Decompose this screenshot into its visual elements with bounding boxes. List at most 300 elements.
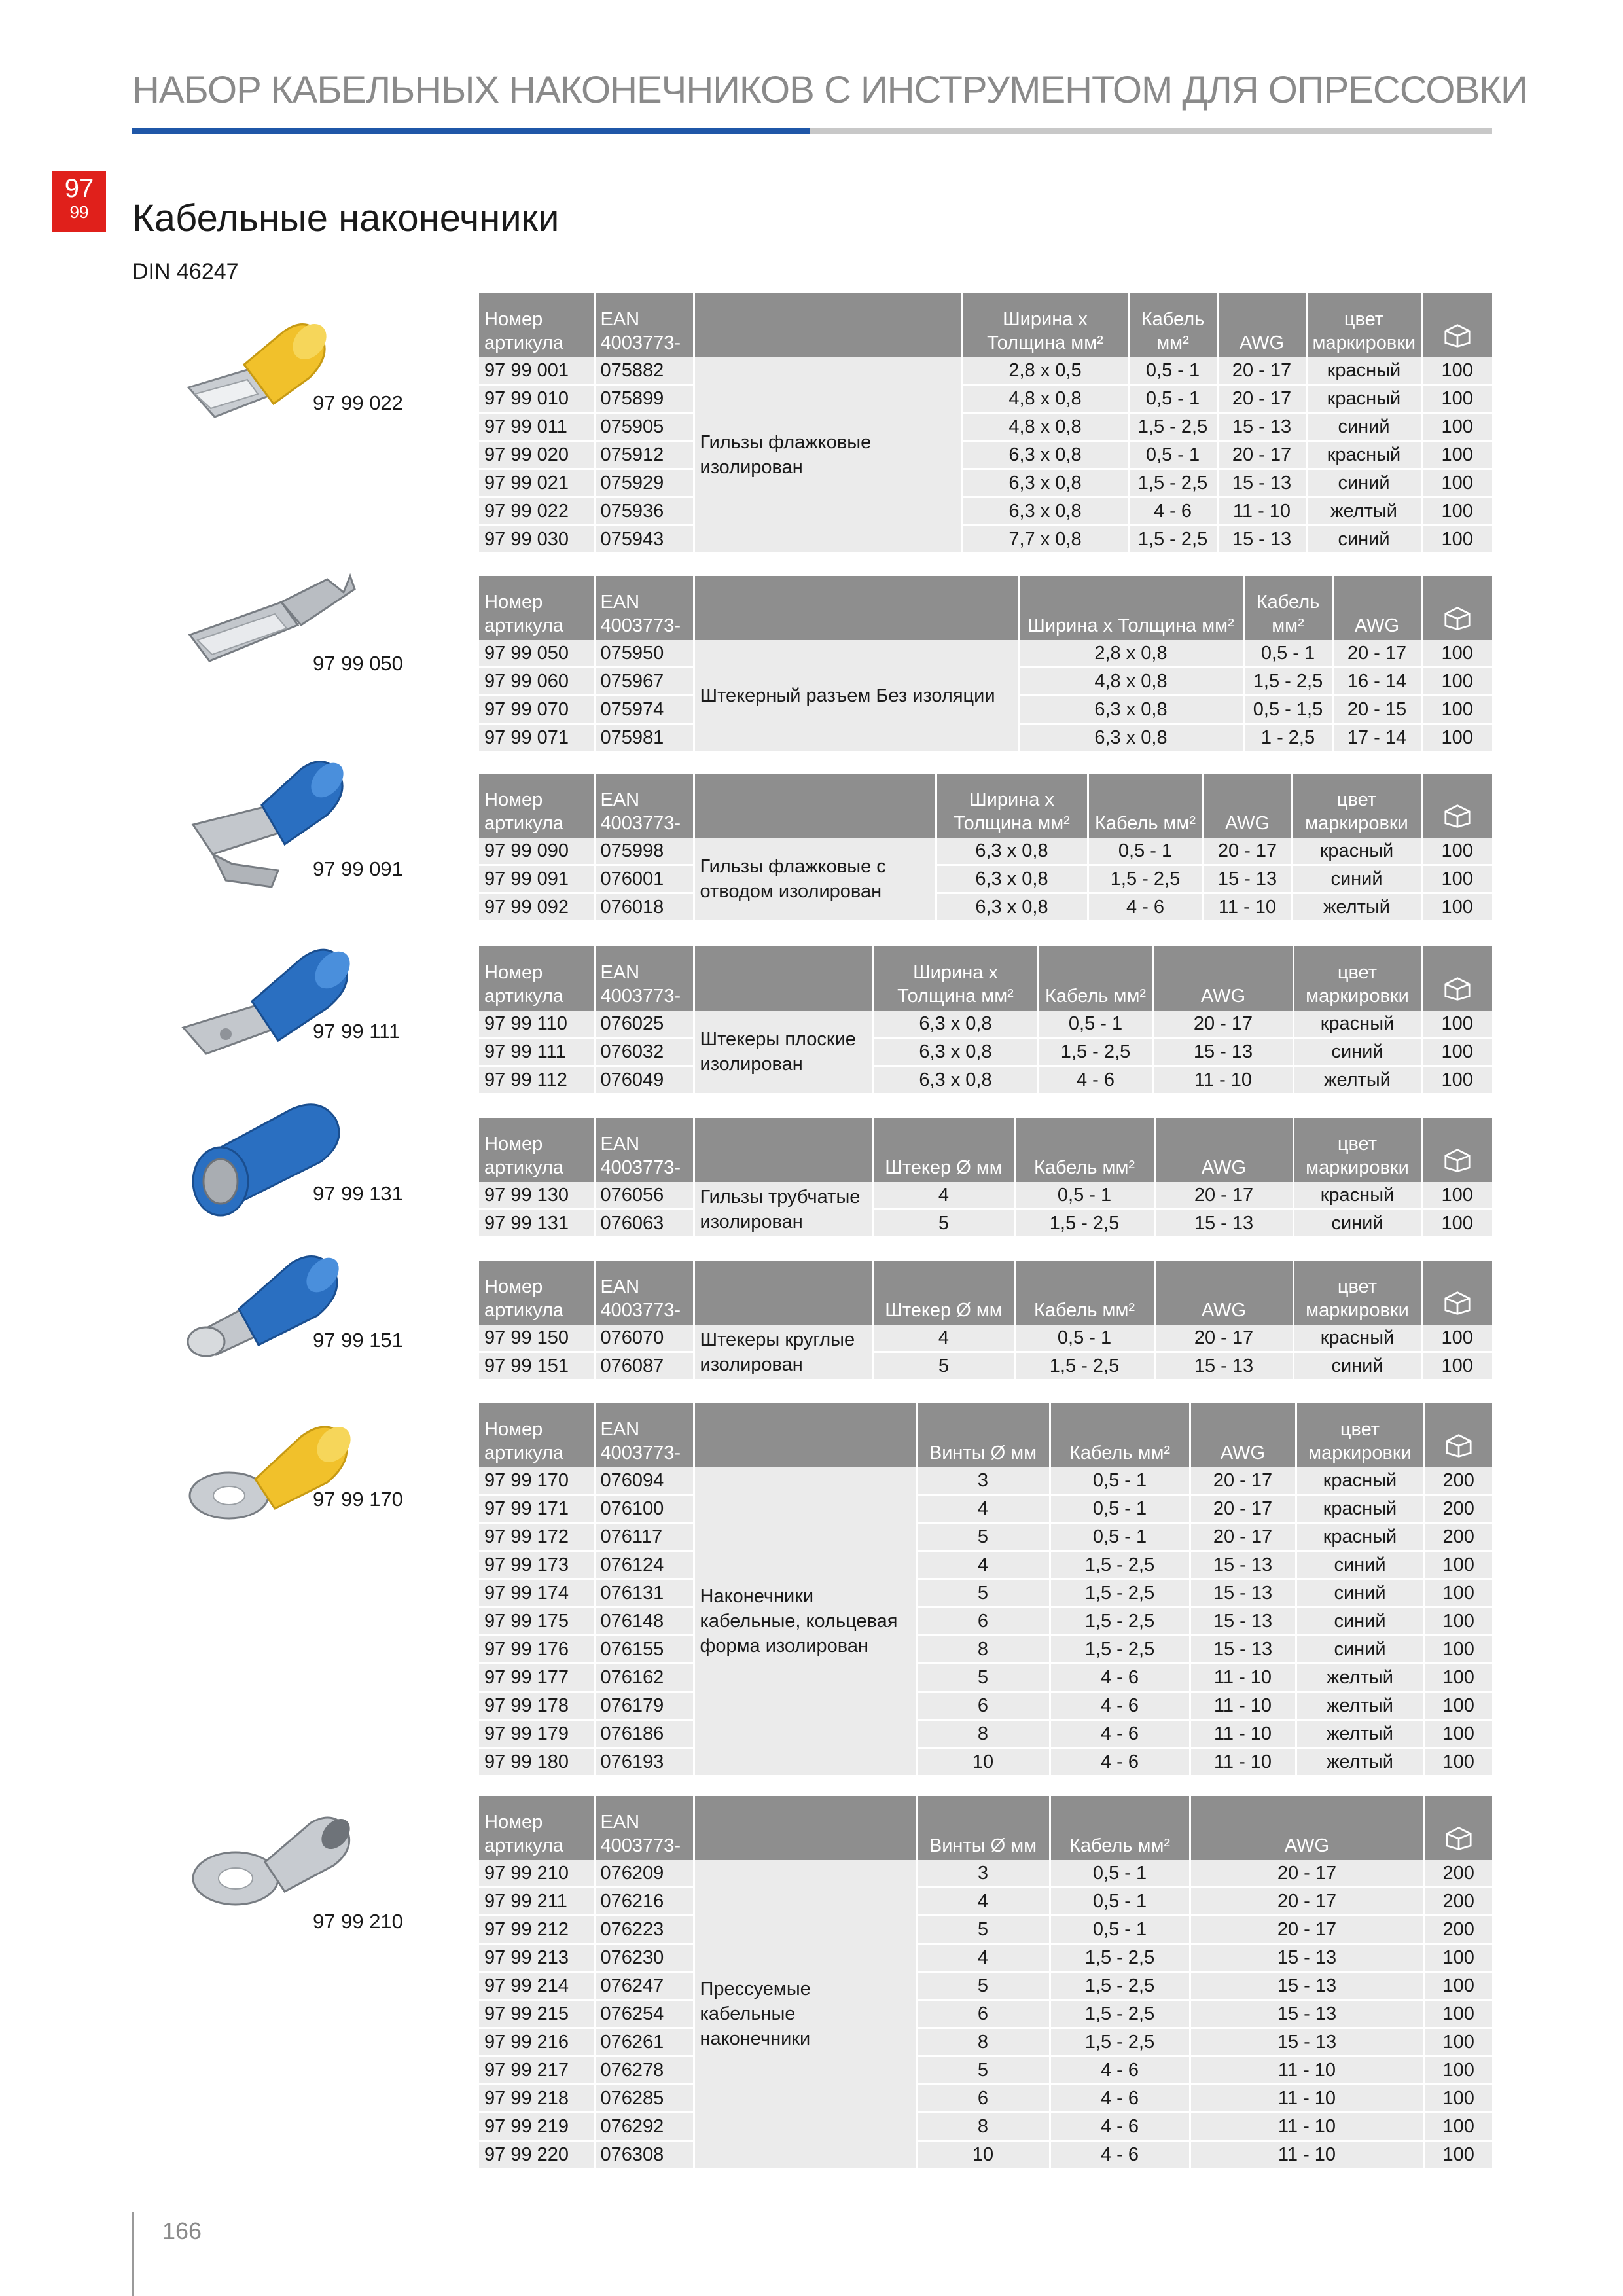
table-cell: 200 [1424, 1523, 1492, 1551]
table-cell: 100 [1424, 2113, 1492, 2141]
table-cell: 100 [1421, 1066, 1492, 1094]
article-number-cell: 97 99 070 [479, 696, 594, 724]
table-cell: 6,3 x 0,8 [873, 1066, 1038, 1094]
table-cell: 20 - 17 [1332, 640, 1421, 668]
table-cell: 6,3 x 0,8 [962, 497, 1128, 526]
header-ean: EAN 4003773- [594, 576, 694, 640]
table-row [479, 865, 1492, 893]
table-cell: синий [1292, 865, 1421, 893]
table-cell: 11 - 10 [1190, 1664, 1296, 1692]
header-awg: AWG [1332, 576, 1421, 640]
table-cell: 4 [916, 1888, 1050, 1916]
ean-cell: 075981 [594, 724, 694, 752]
ean-cell: 076162 [594, 1664, 694, 1692]
article-number-cell: 97 99 214 [479, 1972, 594, 2000]
table-cell: 100 [1421, 668, 1492, 696]
table-cell: 0,5 - 1 [1243, 640, 1332, 668]
ean-cell: 076124 [594, 1551, 694, 1579]
header-article-number: Номер артикула [479, 1118, 594, 1182]
table-cell: 100 [1424, 1636, 1492, 1664]
ean-cell: 075929 [594, 469, 694, 497]
table-cell: 16 - 14 [1332, 668, 1421, 696]
product-label: 97 99 111 [313, 1020, 401, 1043]
table-cell: 0,5 - 1 [1014, 1325, 1154, 1352]
article-number-cell: 97 99 050 [479, 640, 594, 668]
table-cell: 5 [873, 1352, 1014, 1380]
header-article-number: Номер артикула [479, 1796, 594, 1860]
table-row [479, 1551, 1492, 1579]
header-ean: EAN 4003773- [594, 774, 694, 838]
ean-cell: 076193 [594, 1748, 694, 1776]
product-description: Гильзы флажковые изолирован [694, 357, 962, 554]
table-cell: красный [1293, 1325, 1421, 1352]
table-cell: красный [1293, 1011, 1421, 1038]
article-number-cell: 97 99 090 [479, 838, 594, 865]
table-cell: синий [1296, 1579, 1424, 1607]
table-cell: синий [1293, 1352, 1421, 1380]
table-cell: 5 [916, 1916, 1050, 1944]
table-row [479, 1916, 1492, 1944]
article-number-cell: 97 99 212 [479, 1916, 594, 1944]
table-cell: 5 [916, 1579, 1050, 1607]
table-row [479, 413, 1492, 441]
spec-table-bare-receptacles [479, 576, 1492, 753]
table-cell: 20 - 17 [1190, 1467, 1296, 1495]
table-cell: 15 - 13 [1190, 1972, 1424, 2000]
table-cell: 100 [1421, 865, 1492, 893]
article-number-cell: 97 99 010 [479, 385, 594, 413]
ean-cell: 076285 [594, 2085, 694, 2113]
product-label: 97 99 210 [313, 1910, 403, 1933]
package-icon [1442, 1147, 1473, 1174]
header-package-icon [1424, 1796, 1492, 1860]
ean-cell: 076131 [594, 1579, 694, 1607]
table-row [479, 2113, 1492, 2141]
header-size: Ширина x Толщина мм² [873, 946, 1038, 1011]
table-row [479, 1352, 1492, 1380]
header-color: цвет маркировки [1293, 1261, 1421, 1325]
table-cell: 100 [1421, 1182, 1492, 1210]
table-cell: 2,8 x 0,5 [962, 357, 1128, 385]
table-cell: желтый [1293, 1066, 1421, 1094]
article-number-cell: 97 99 213 [479, 1944, 594, 1972]
table-cell: 4 - 6 [1128, 497, 1217, 526]
table-cell: 100 [1421, 497, 1492, 526]
table-cell: 11 - 10 [1190, 1748, 1296, 1776]
table-row [479, 1182, 1492, 1210]
header-description [694, 576, 1018, 640]
table-row [479, 893, 1492, 922]
article-number-cell: 97 99 218 [479, 2085, 594, 2113]
spec-table-offset-receptacles [479, 774, 1492, 922]
table-cell: 100 [1421, 696, 1492, 724]
table-cell: синий [1306, 526, 1421, 554]
table-row [479, 1748, 1492, 1776]
table-row [479, 2028, 1492, 2056]
header-cable: Кабель мм² [1243, 576, 1332, 640]
table-cell: 1,5 - 2,5 [1088, 865, 1203, 893]
table-cell: 100 [1424, 1692, 1492, 1720]
table-cell: 0,5 - 1 [1128, 385, 1217, 413]
header-description [694, 1261, 873, 1325]
table-cell: 0,5 - 1 [1038, 1011, 1153, 1038]
table-cell: 4 [916, 1551, 1050, 1579]
table-cell: 8 [916, 2113, 1050, 2141]
header-package-icon [1421, 1118, 1492, 1182]
table-row [479, 2085, 1492, 2113]
table-cell: 4,8 x 0,8 [962, 413, 1128, 441]
header-package-icon [1421, 1261, 1492, 1325]
ean-cell: 076018 [594, 893, 694, 922]
article-number-cell: 97 99 071 [479, 724, 594, 752]
table-cell: 6,3 x 0,8 [873, 1011, 1038, 1038]
table-row [479, 1664, 1492, 1692]
table-cell: 1,5 - 2,5 [1050, 1636, 1190, 1664]
table-cell: 15 - 13 [1190, 1636, 1296, 1664]
table-cell: синий [1306, 413, 1421, 441]
header-description [694, 774, 936, 838]
table-cell: 4 - 6 [1050, 2085, 1190, 2113]
header-awg: AWG [1203, 774, 1292, 838]
table-cell: красный [1306, 385, 1421, 413]
article-number-cell: 97 99 176 [479, 1636, 594, 1664]
table-cell: 100 [1421, 1352, 1492, 1380]
article-number-cell: 97 99 180 [479, 1748, 594, 1776]
table-cell: 100 [1424, 1664, 1492, 1692]
table-row [479, 1579, 1492, 1607]
table-row [479, 526, 1492, 554]
table-cell: 3 [916, 1467, 1050, 1495]
article-number-cell: 97 99 220 [479, 2141, 594, 2169]
header-rule-blue [132, 128, 810, 134]
article-number-cell: 97 99 215 [479, 2000, 594, 2028]
table-cell: 5 [916, 1972, 1050, 2000]
table-cell: 11 - 10 [1190, 2085, 1424, 2113]
article-number-cell: 97 99 020 [479, 441, 594, 469]
table-cell: 0,5 - 1 [1128, 441, 1217, 469]
table-cell: 0,5 - 1 [1050, 1916, 1190, 1944]
header-color: цвет маркировки [1292, 774, 1421, 838]
article-number-cell: 97 99 112 [479, 1066, 594, 1094]
table-cell: 11 - 10 [1153, 1066, 1293, 1094]
table-cell: 6,3 x 0,8 [1018, 696, 1243, 724]
table-row [479, 1972, 1492, 2000]
table-cell: 100 [1424, 1551, 1492, 1579]
product-label: 97 99 151 [313, 1329, 403, 1352]
article-number-cell: 97 99 030 [479, 526, 594, 554]
table-cell: 20 - 17 [1154, 1325, 1293, 1352]
article-number-cell: 97 99 131 [479, 1210, 594, 1238]
package-icon [1442, 605, 1473, 632]
table-cell: 200 [1424, 1860, 1492, 1888]
table-row [479, 1325, 1492, 1352]
table-cell: 5 [873, 1210, 1014, 1238]
table-cell: 100 [1421, 1038, 1492, 1066]
header-color: цвет маркировки [1293, 946, 1421, 1011]
ean-cell: 076223 [594, 1916, 694, 1944]
table-cell: 100 [1424, 1972, 1492, 2000]
table-cell: 3 [916, 1860, 1050, 1888]
header-description [694, 946, 873, 1011]
table-cell: красный [1306, 357, 1421, 385]
table-row [479, 1860, 1492, 1888]
header-article-number: Номер артикула [479, 946, 594, 1011]
article-number-cell: 97 99 060 [479, 668, 594, 696]
table-cell: красный [1296, 1467, 1424, 1495]
article-number-cell: 97 99 111 [479, 1038, 594, 1066]
table-cell: 100 [1424, 2056, 1492, 2085]
table-cell: 100 [1421, 1210, 1492, 1238]
table-row [479, 1210, 1492, 1238]
chapter-badge-top: 97 [64, 174, 94, 203]
product-description: Штекеры круглые изолирован [694, 1325, 873, 1380]
table-cell: 5 [916, 1523, 1050, 1551]
table-row [479, 1066, 1492, 1094]
table-cell: 20 - 17 [1217, 441, 1306, 469]
ean-cell: 075912 [594, 441, 694, 469]
article-number-cell: 97 99 150 [479, 1325, 594, 1352]
product-image-ring-terminal-bare [187, 1793, 363, 1924]
ean-cell: 075905 [594, 413, 694, 441]
table-row [479, 385, 1492, 413]
table-cell: 4 [873, 1325, 1014, 1352]
table-cell: 15 - 13 [1190, 1579, 1296, 1607]
table-cell: 11 - 10 [1217, 497, 1306, 526]
article-number-cell: 97 99 170 [479, 1467, 594, 1495]
header-package-icon [1421, 293, 1492, 357]
header-awg: AWG [1154, 1118, 1293, 1182]
package-icon [1442, 803, 1473, 829]
header-article-number: Номер артикула [479, 293, 594, 357]
table-row [479, 1607, 1492, 1636]
table-cell: 4 [916, 1944, 1050, 1972]
header-package-icon [1421, 576, 1492, 640]
table-cell: красный [1292, 838, 1421, 865]
header-color: цвет маркировки [1293, 1118, 1421, 1182]
table-cell: 1,5 - 2,5 [1128, 413, 1217, 441]
header-awg: AWG [1154, 1261, 1293, 1325]
table-cell: 6,3 x 0,8 [1018, 724, 1243, 752]
table-cell: 6,3 x 0,8 [936, 838, 1088, 865]
table-cell: 1,5 - 2,5 [1014, 1352, 1154, 1380]
ean-cell: 076049 [594, 1066, 694, 1094]
table-cell: 4 - 6 [1050, 2056, 1190, 2085]
table-row [479, 1495, 1492, 1523]
table-cell: 1,5 - 2,5 [1050, 1551, 1190, 1579]
header-article-number: Номер артикула [479, 576, 594, 640]
table-cell: 4,8 x 0,8 [962, 385, 1128, 413]
table-cell: 1,5 - 2,5 [1128, 526, 1217, 554]
table-cell: 20 - 17 [1190, 1916, 1424, 1944]
table-cell: 10 [916, 1748, 1050, 1776]
table-cell: 4 - 6 [1050, 1664, 1190, 1692]
header-article-number: Номер артикула [479, 1261, 594, 1325]
ean-cell: 076148 [594, 1607, 694, 1636]
table-cell: 11 - 10 [1190, 2141, 1424, 2169]
table-cell: 100 [1421, 357, 1492, 385]
table-cell: желтый [1296, 1664, 1424, 1692]
header-size: Ширина x Толщина мм² [962, 293, 1128, 357]
article-number-cell: 97 99 171 [479, 1495, 594, 1523]
table-cell: 6 [916, 1692, 1050, 1720]
table-cell: 4 - 6 [1050, 2141, 1190, 2169]
table-cell: 8 [916, 2028, 1050, 2056]
table-cell: 100 [1421, 838, 1492, 865]
product-description: Штекеры плоские изолирован [694, 1011, 873, 1094]
table-cell: 0,5 - 1 [1014, 1182, 1154, 1210]
ean-cell: 076001 [594, 865, 694, 893]
table-row [479, 1636, 1492, 1664]
table-cell: 5 [916, 2056, 1050, 2085]
table-cell: 1,5 - 2,5 [1050, 2028, 1190, 2056]
table-cell: 11 - 10 [1190, 1692, 1296, 1720]
page-header-title: НАБОР КАБЕЛЬНЫХ НАКОНЕЧНИКОВ С ИНСТРУМЕНТОМ ДЛЯ ОПРЕССОВКИ [132, 69, 1527, 111]
table-cell: 20 - 17 [1203, 838, 1292, 865]
header-color: цвет маркировки [1296, 1403, 1424, 1467]
spec-table-tubular-receptacles [479, 1118, 1492, 1238]
table-cell: 100 [1421, 413, 1492, 441]
header-awg: AWG [1190, 1796, 1424, 1860]
table-cell: 100 [1424, 1944, 1492, 1972]
ean-cell: 075882 [594, 357, 694, 385]
table-cell: 15 - 13 [1190, 1944, 1424, 1972]
table-row [479, 1720, 1492, 1748]
ean-cell: 076056 [594, 1182, 694, 1210]
article-number-cell: 97 99 011 [479, 413, 594, 441]
article-number-cell: 97 99 151 [479, 1352, 594, 1380]
header-cable: Кабель мм² [1050, 1796, 1190, 1860]
ean-cell: 075967 [594, 668, 694, 696]
table-cell: 20 - 17 [1190, 1888, 1424, 1916]
ean-cell: 076308 [594, 2141, 694, 2169]
table-cell: 100 [1424, 2028, 1492, 2056]
table-cell: 8 [916, 1636, 1050, 1664]
table-row [479, 838, 1492, 865]
article-number-cell: 97 99 219 [479, 2113, 594, 2141]
table-cell: 0,5 - 1,5 [1243, 696, 1332, 724]
article-number-cell: 97 99 021 [479, 469, 594, 497]
header-ean: EAN 4003773- [594, 1403, 694, 1467]
chapter-badge [52, 171, 106, 232]
table-cell: 6 [916, 1607, 1050, 1636]
article-number-cell: 97 99 092 [479, 893, 594, 922]
header-cable: Кабель мм² [1014, 1118, 1154, 1182]
ean-cell: 076254 [594, 2000, 694, 2028]
table-cell: 100 [1424, 1607, 1492, 1636]
table-cell: синий [1296, 1607, 1424, 1636]
header-rule-grey [810, 128, 1492, 134]
table-cell: 20 - 17 [1217, 357, 1306, 385]
ean-cell: 076261 [594, 2028, 694, 2056]
ean-cell: 076094 [594, 1467, 694, 1495]
table-cell: 20 - 17 [1154, 1182, 1293, 1210]
table-row [479, 1523, 1492, 1551]
table-row [479, 1038, 1492, 1066]
ean-cell: 075943 [594, 526, 694, 554]
ean-cell: 076063 [594, 1210, 694, 1238]
table-cell: 6 [916, 2085, 1050, 2113]
table-cell: 100 [1421, 441, 1492, 469]
article-number-cell: 97 99 175 [479, 1607, 594, 1636]
table-cell: 200 [1424, 1916, 1492, 1944]
article-number-cell: 97 99 217 [479, 2056, 594, 2085]
table-cell: 5 [916, 1664, 1050, 1692]
product-label: 97 99 091 [313, 857, 403, 880]
table-row [479, 469, 1492, 497]
section-title: Кабельные наконечники [132, 197, 560, 240]
table-cell: желтый [1296, 1692, 1424, 1720]
product-description: Гильзы трубчатые изолирован [694, 1182, 873, 1238]
ean-cell: 076117 [594, 1523, 694, 1551]
header-description [694, 293, 962, 357]
table-cell: желтый [1296, 1720, 1424, 1748]
table-cell: 1,5 - 2,5 [1050, 1607, 1190, 1636]
table-cell: 8 [916, 1720, 1050, 1748]
table-cell: 200 [1424, 1888, 1492, 1916]
table-cell: 20 - 17 [1217, 385, 1306, 413]
chapter-badge-bottom: 99 [69, 202, 89, 222]
header-cable: Кабель мм² [1050, 1403, 1190, 1467]
table-cell: 15 - 13 [1190, 1551, 1296, 1579]
product-description: Штекерный разъем Без изоляции [694, 640, 1018, 752]
ean-cell: 076292 [594, 2113, 694, 2141]
table-row [479, 2141, 1492, 2169]
ean-cell: 076032 [594, 1038, 694, 1066]
table-cell: 15 - 13 [1203, 865, 1292, 893]
header-cable: Кабель мм² [1128, 293, 1217, 357]
ean-cell: 076216 [594, 1888, 694, 1916]
article-number-cell: 97 99 210 [479, 1860, 594, 1888]
table-cell: 0,5 - 1 [1050, 1860, 1190, 1888]
table-cell: 4 - 6 [1050, 1692, 1190, 1720]
table-cell: синий [1296, 1636, 1424, 1664]
header-awg: AWG [1217, 293, 1306, 357]
article-number-cell: 97 99 172 [479, 1523, 594, 1551]
table-cell: 0,5 - 1 [1050, 1495, 1190, 1523]
table-cell: 11 - 10 [1203, 893, 1292, 922]
product-label: 97 99 050 [313, 652, 403, 675]
standard-label: DIN 46247 [132, 259, 239, 284]
header-package-icon [1421, 946, 1492, 1011]
header-size: Ширина x Толщина мм² [1018, 576, 1243, 640]
article-number-cell: 97 99 179 [479, 1720, 594, 1748]
table-cell: 15 - 13 [1153, 1038, 1293, 1066]
header-ean: EAN 4003773- [594, 1261, 694, 1325]
table-cell: 100 [1424, 2000, 1492, 2028]
table-row [479, 1467, 1492, 1495]
table-cell: желтый [1296, 1748, 1424, 1776]
table-cell: синий [1306, 469, 1421, 497]
header-package-icon [1424, 1403, 1492, 1467]
table-cell: 1,5 - 2,5 [1128, 469, 1217, 497]
table-cell: 20 - 17 [1153, 1011, 1293, 1038]
table-cell: 6,3 x 0,8 [936, 893, 1088, 922]
header-article-number: Номер артикула [479, 774, 594, 838]
table-cell: 0,5 - 1 [1128, 357, 1217, 385]
header-cable: Кабель мм² [1088, 774, 1203, 838]
table-cell: 0,5 - 1 [1050, 1467, 1190, 1495]
table-cell: 6,3 x 0,8 [962, 469, 1128, 497]
ean-cell: 076230 [594, 1944, 694, 1972]
ean-cell: 076278 [594, 2056, 694, 2085]
table-cell: 4 - 6 [1050, 2113, 1190, 2141]
table-cell: 100 [1421, 640, 1492, 668]
table-cell: 1,5 - 2,5 [1050, 1579, 1190, 1607]
article-number-cell: 97 99 130 [479, 1182, 594, 1210]
table-cell: красный [1296, 1523, 1424, 1551]
table-cell: 4,8 x 0,8 [1018, 668, 1243, 696]
table-cell: 100 [1424, 2085, 1492, 2113]
